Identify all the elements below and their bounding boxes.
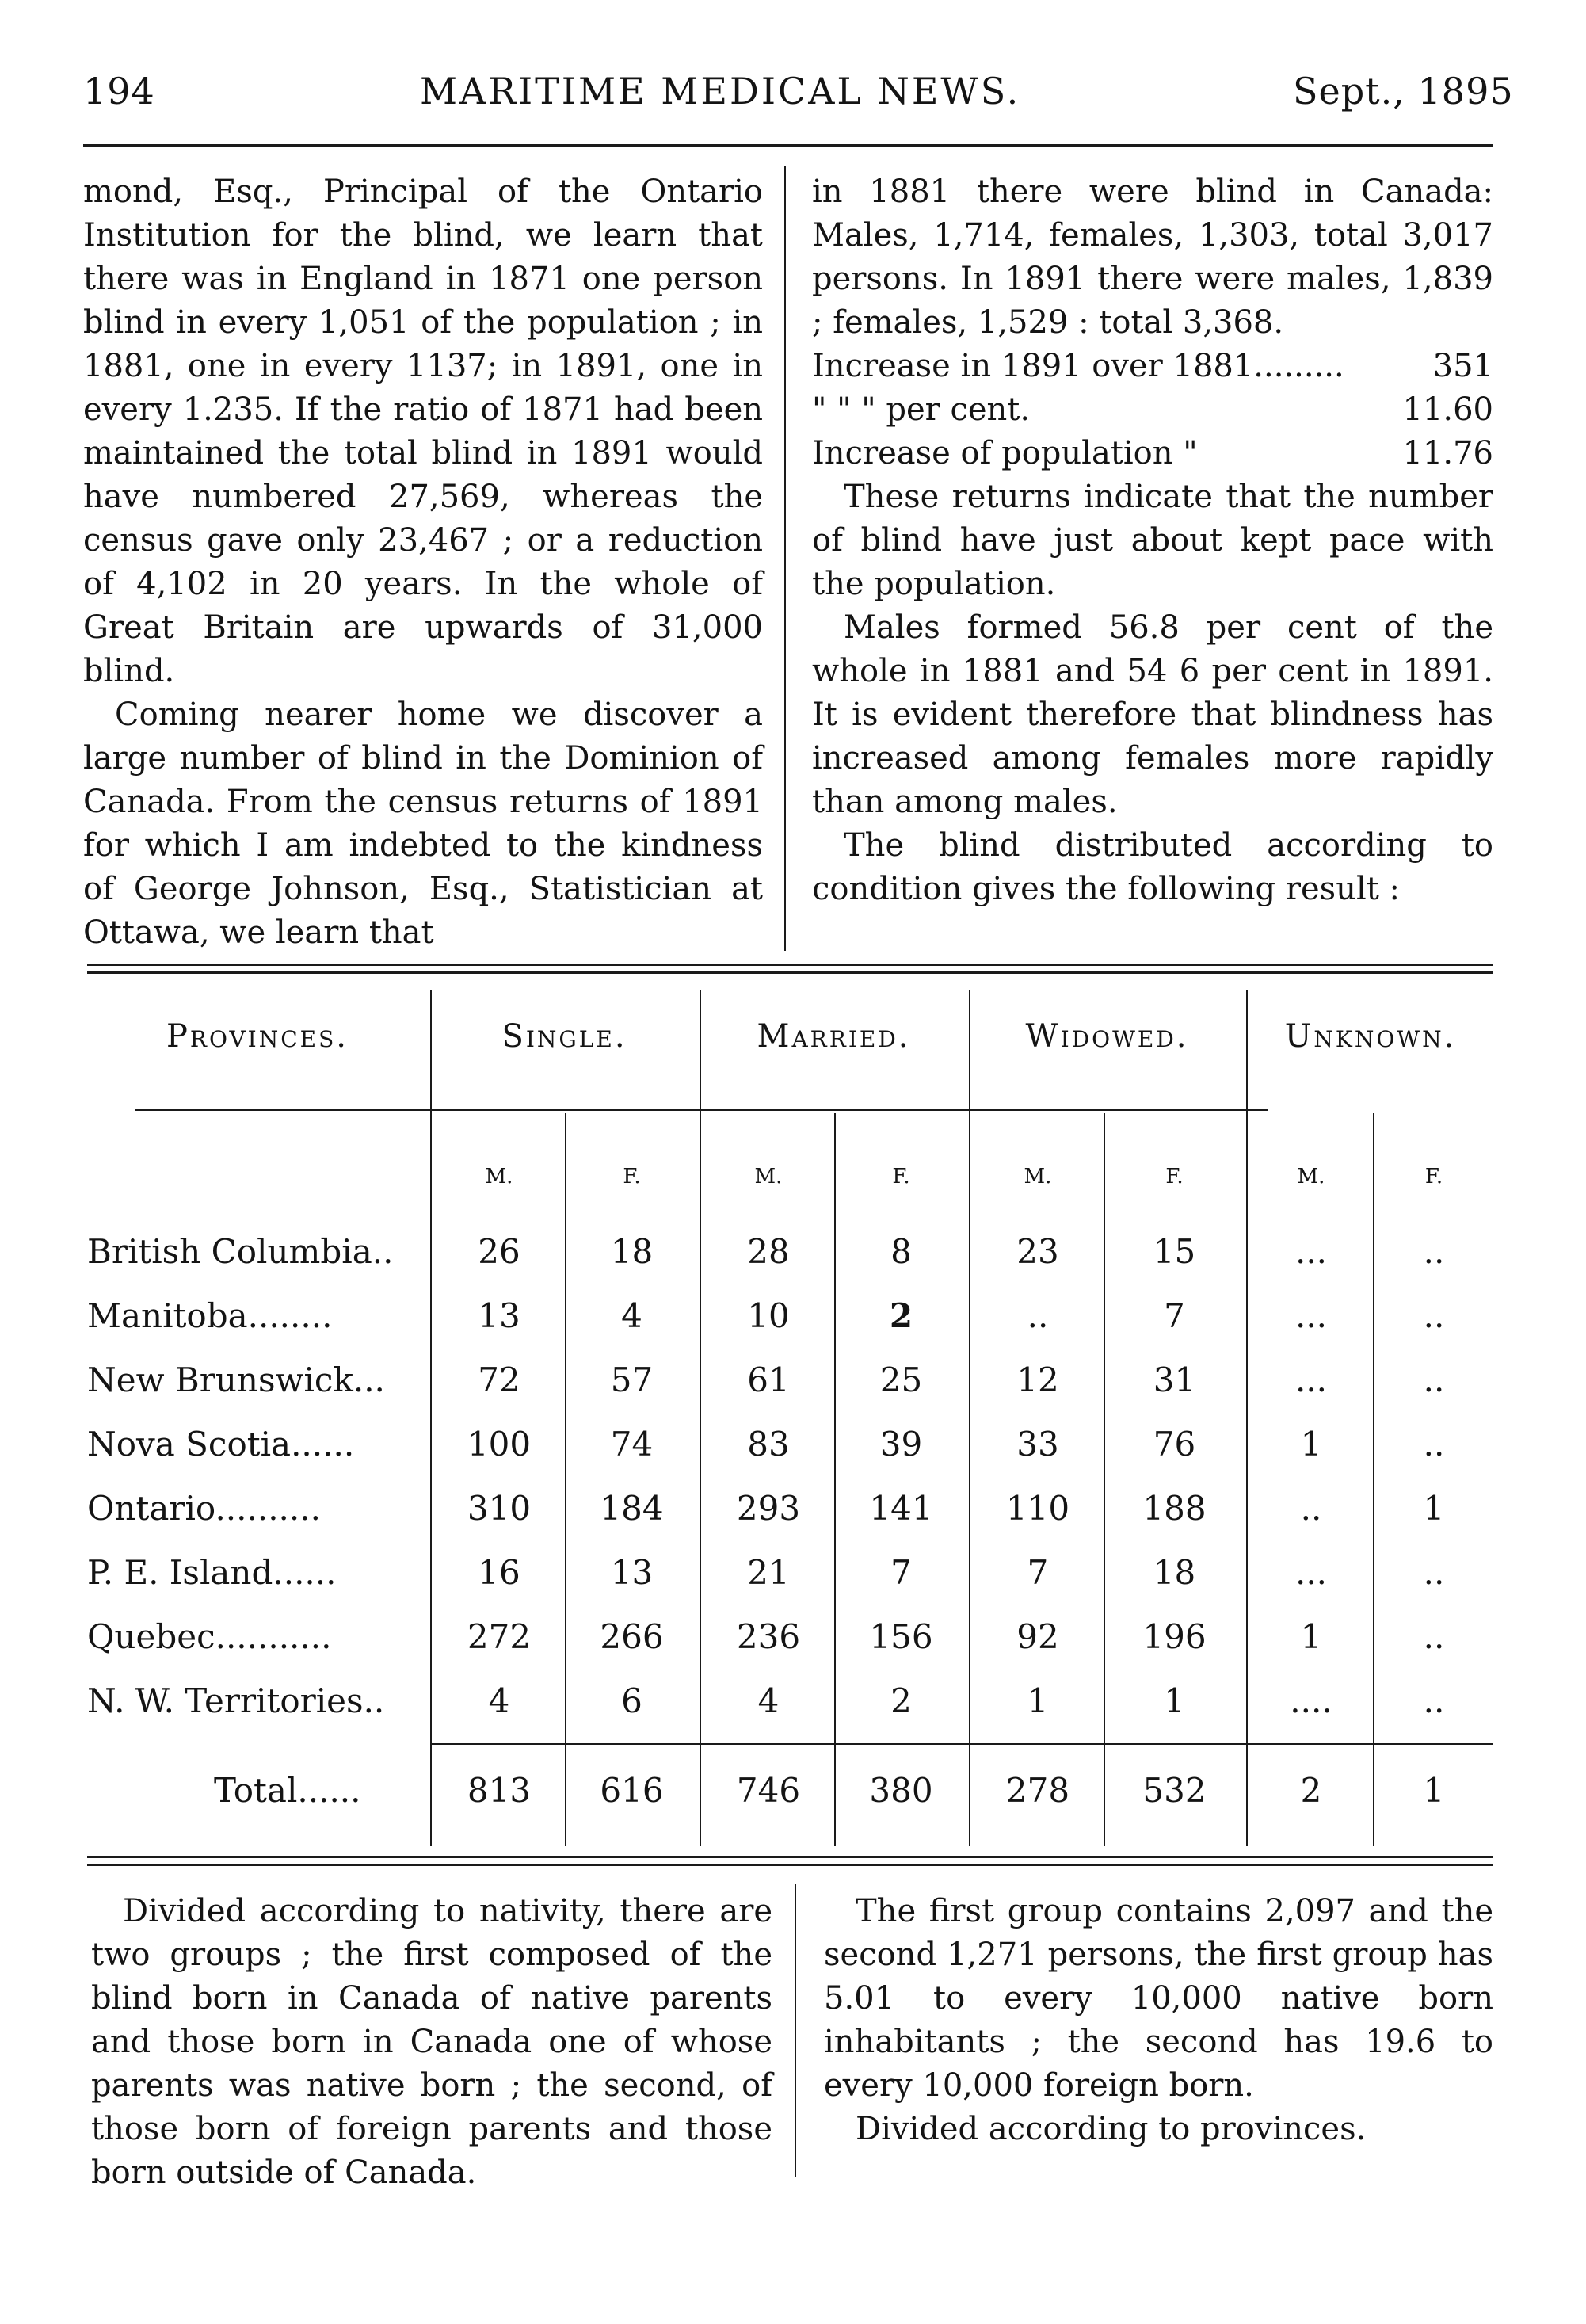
subheader-f: F. [1424, 1165, 1443, 1189]
value-cell: 26 [478, 1232, 520, 1271]
province-name: P. E. Island...... [87, 1553, 337, 1592]
column-divider [795, 1884, 796, 2177]
paragraph: Divided according to nativity, there are two groups ; the first composed of the blind born in Canada of native parents and those born in Canada one of whose parents was native born ; the second, of those born of foreign parents and those born outside of Canada. [91, 1893, 772, 2191]
province-name: Quebec........... [87, 1617, 332, 1656]
value-cell: 16 [478, 1553, 520, 1592]
value-cell: 110 [1005, 1489, 1070, 1528]
paragraph: These returns indicate that the number of blind have just about kept pace with the population. [812, 479, 1493, 602]
province-name: N. W. Territories.. [87, 1681, 385, 1720]
stat-label: " " " per cent. [812, 391, 1031, 428]
value-cell: 25 [879, 1360, 923, 1399]
value-cell: .. [1423, 1232, 1445, 1271]
table-vline [1104, 1113, 1105, 1846]
subheader-f: F. [1165, 1165, 1184, 1189]
value-cell: 23 [1016, 1232, 1059, 1271]
value-cell: 266 [600, 1617, 664, 1656]
value-cell: .... [1290, 1681, 1332, 1720]
value-cell: 7 [1164, 1296, 1185, 1335]
value-cell: 4 [621, 1296, 642, 1335]
value-cell: 188 [1142, 1489, 1207, 1528]
left-column-bottom [91, 1890, 772, 2195]
journal-title: MARITIME MEDICAL NEWS. [420, 70, 1021, 113]
header-unknown: Unknown. [1284, 1018, 1457, 1055]
subheader-m: M. [485, 1165, 513, 1189]
value-cell: 76 [1153, 1425, 1196, 1463]
paragraph: The blind distributed according to condition gives the following result : [812, 827, 1493, 907]
value-cell: ... [1294, 1553, 1328, 1592]
total-cell: 2 [1300, 1771, 1322, 1810]
table-vline [565, 1113, 566, 1846]
value-cell: .. [1423, 1681, 1445, 1720]
value-cell: 10 [747, 1296, 790, 1335]
subheader-m: M. [1297, 1165, 1325, 1189]
subheader-m: M. [1024, 1165, 1052, 1189]
value-cell: .. [1423, 1296, 1445, 1335]
province-name: Nova Scotia...... [87, 1425, 355, 1463]
paragraph: mond, Esq., Principal of the Ontario Institution for the blind, we learn that there was in England in 1871 one person blind in every 1,051 of the population ; in 1881, one in every 1137; in 1891, one in every 1.235. If the ratio of 1871 had been maintained the total blind in 1891 would have numbered 27,569, whereas the census gave only 23,467 ; or a reduction of 4,102 in 20 years. In the whole of Great Britain are upwards of 31,000 blind. [83, 174, 763, 689]
subheader-m: M. [754, 1165, 783, 1189]
value-cell: .. [1423, 1425, 1445, 1463]
value-cell: 13 [478, 1296, 520, 1335]
paragraph: in 1881 there were blind in Canada: Males, 1,714, females, 1,303, total 3,017 persons. In 1891 there were males, 1,839 ; females, 1,529 : total 3,368. [812, 174, 1493, 341]
value-cell: 293 [736, 1489, 801, 1528]
value-cell: 7 [890, 1553, 912, 1592]
paragraph: Divided according to provinces. [856, 2111, 1367, 2147]
total-cell: 278 [1005, 1771, 1070, 1810]
paragraph: Males formed 56.8 per cent of the whole in 1881 and 54 6 per cent in 1891. It is evident therefore that blindness has increased among females more rapidly than among males. [812, 609, 1493, 820]
value-cell: 28 [747, 1232, 790, 1271]
table-vline [1373, 1113, 1374, 1846]
value-cell: ... [1294, 1360, 1328, 1399]
value-cell: 8 [890, 1232, 912, 1271]
stat-value: 351 [1432, 348, 1493, 384]
value-cell: .. [1423, 1553, 1445, 1592]
subheader-rule [135, 1109, 1268, 1111]
total-cell: 532 [1142, 1771, 1207, 1810]
stat-label: Increase in 1891 over 1881......... [812, 348, 1344, 384]
table-top-rule-2 [87, 971, 1493, 974]
header-widowed: Widowed. [1025, 1018, 1189, 1055]
value-cell: .. [1423, 1617, 1445, 1656]
table-top-rule [87, 964, 1493, 966]
value-cell: 92 [1016, 1617, 1059, 1656]
value-cell: 12 [1016, 1360, 1059, 1399]
value-cell: 184 [600, 1489, 664, 1528]
value-cell: 39 [879, 1425, 923, 1463]
table-vline [834, 1113, 836, 1846]
right-column-bottom [824, 1890, 1493, 2151]
total-cell: 746 [736, 1771, 801, 1810]
value-cell: .. [1300, 1489, 1322, 1528]
value-cell: ... [1294, 1232, 1328, 1271]
value-cell: 33 [1016, 1425, 1059, 1463]
value-cell: 141 [869, 1489, 933, 1528]
paragraph: The first group contains 2,097 and the second 1,271 persons, the first group has 5.01 to every 10,000 native born inhabitants ; the second has 19.6 to every 10,000 foreign born. [824, 1893, 1493, 2104]
value-cell: 2 [890, 1681, 912, 1720]
total-cell: 616 [600, 1771, 664, 1810]
value-cell: 57 [610, 1360, 654, 1399]
value-cell: ... [1294, 1296, 1328, 1335]
value-cell: 272 [467, 1617, 532, 1656]
province-name: British Columbia.. [87, 1232, 394, 1271]
value-cell: 18 [610, 1232, 654, 1271]
value-cell: 1 [1164, 1681, 1185, 1720]
table-bottom-rule-2 [87, 1864, 1493, 1866]
value-cell: 21 [747, 1553, 790, 1592]
value-cell: 1 [1300, 1425, 1322, 1463]
total-cell: 1 [1423, 1771, 1445, 1810]
table-bottom-rule [87, 1856, 1493, 1858]
header-provinces: Provinces. [166, 1018, 349, 1055]
value-cell: 74 [610, 1425, 654, 1463]
subheader-f: F. [623, 1165, 641, 1189]
page-number: 194 [83, 70, 155, 113]
value-cell: 196 [1142, 1617, 1207, 1656]
total-cell: 380 [869, 1771, 933, 1810]
value-cell: 1 [1300, 1617, 1322, 1656]
stat-label: Increase of population " [812, 435, 1198, 471]
value-cell: 72 [478, 1360, 520, 1399]
header-married: Married. [757, 1018, 911, 1055]
value-cell: .. [1027, 1296, 1049, 1335]
value-cell: 1 [1423, 1489, 1445, 1528]
header-single: Single. [501, 1018, 627, 1055]
value-cell: 100 [467, 1425, 532, 1463]
value-cell: 4 [757, 1681, 780, 1720]
value-cell: 2 [889, 1296, 913, 1335]
province-name: Ontario.......... [87, 1489, 321, 1528]
value-cell: 31 [1153, 1360, 1196, 1399]
value-cell: 18 [1153, 1553, 1196, 1592]
issue-date: Sept., 1895 [1293, 70, 1514, 113]
value-cell: 156 [869, 1617, 933, 1656]
paragraph: Coming nearer home we discover a large number of blind in the Dominion of Canada. From the census returns of 1891 for which I am indebted to the kindness of George Johnson, Esq., Statistician at Ottawa, we learn that [83, 696, 763, 951]
province-name: New Brunswick... [87, 1360, 385, 1399]
value-cell: 4 [488, 1681, 510, 1720]
value-cell: 236 [736, 1617, 801, 1656]
total-label: Total...... [214, 1771, 361, 1810]
value-cell: 61 [747, 1360, 790, 1399]
value-cell: 15 [1153, 1232, 1196, 1271]
value-cell: 1 [1027, 1681, 1049, 1720]
subheader-f: F. [892, 1165, 910, 1189]
total-cell: 813 [467, 1771, 532, 1810]
value-cell: .. [1423, 1360, 1445, 1399]
stat-value: 11.60 [1402, 391, 1493, 428]
value-cell: 6 [621, 1681, 642, 1720]
value-cell: 13 [610, 1553, 654, 1592]
value-cell: 310 [467, 1489, 532, 1528]
value-cell: 83 [747, 1425, 790, 1463]
total-rule [432, 1743, 1493, 1745]
value-cell: 7 [1027, 1553, 1049, 1592]
stat-value: 11.76 [1402, 435, 1493, 471]
province-name: Manitoba........ [87, 1296, 333, 1335]
